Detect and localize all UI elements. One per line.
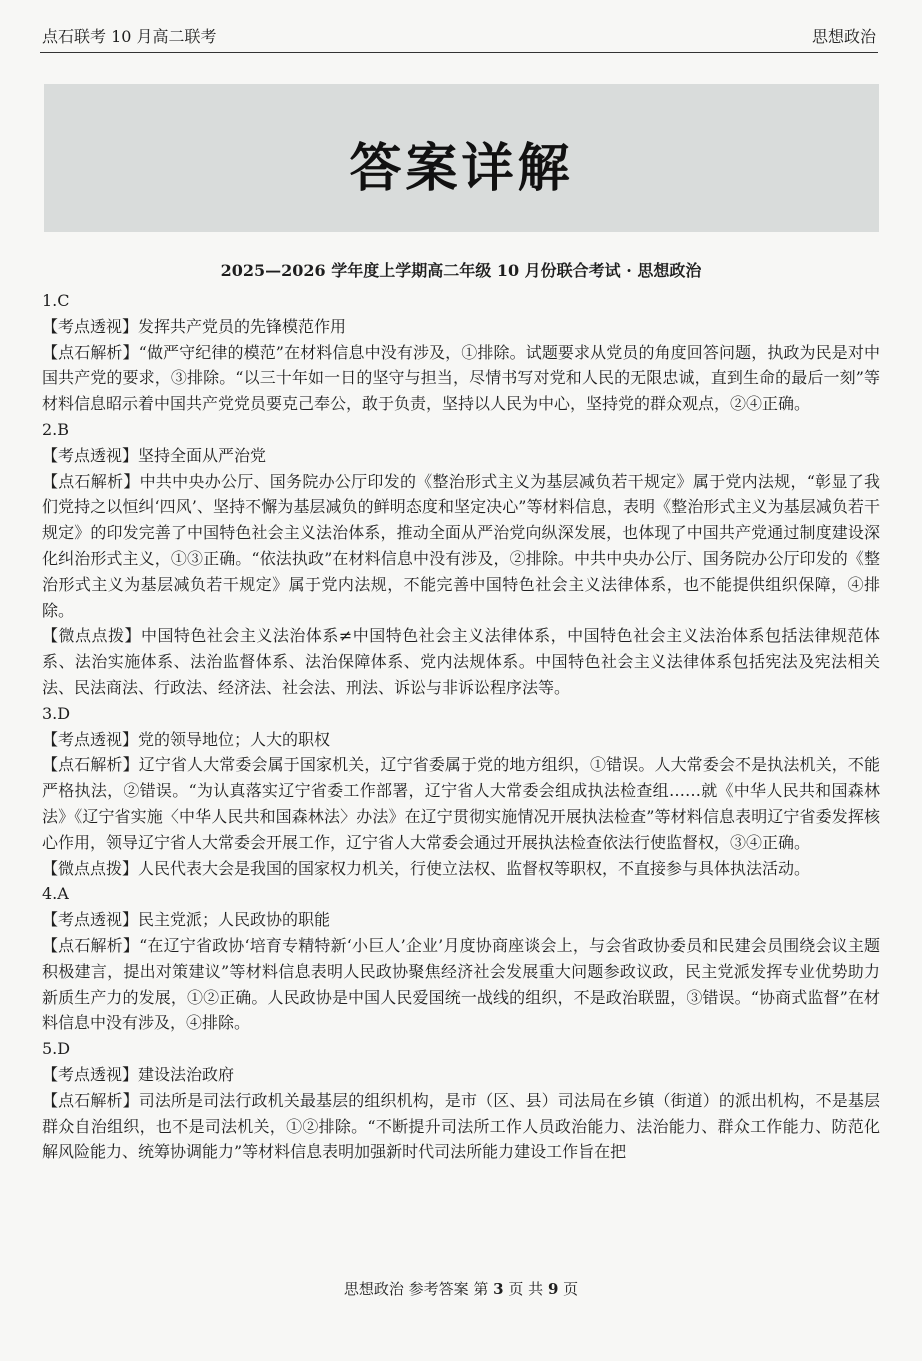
weidian-paragraph [42,623,880,700]
jiexi-paragraph [42,933,880,1036]
page-header [40,22,878,53]
jiexi-tag: 【点石解析】 [42,471,140,491]
question-number: 1.C [42,291,70,310]
jiexi-paragraph [42,1088,880,1165]
page-footer [0,1278,922,1299]
jiexi-paragraph [42,752,880,855]
kaodian-text: 建设法治政府 [138,1064,235,1084]
jiexi-tag: 【点石解析】 [42,342,139,362]
weidian-paragraph [42,856,880,882]
question-number: 2.B [42,419,70,439]
kaodian-tag: 【考点透视】 [42,1064,139,1084]
kaodian-text: 党的领导地位；人大的职权 [138,729,331,749]
kaodian-paragraph [42,1062,880,1088]
question-block [42,1036,880,1165]
footer-mid: 页 共 [508,1280,544,1298]
jiexi-tag: 【点石解析】 [42,755,139,775]
header-exam-name: 点石联考 10 月高二联考 [42,27,217,46]
jiexi-text: “做严守纪律的模范”在材料信息中没有涉及，①排除。试题要求从党员的角度回答问题，执政为民是对中国共产党的要求，③排除。“以三十年如一日的坚守与担当，尽情书写对党和人民的无限忠诚，直到生命的最后一刻”等材料信息昭示着中国共产党党员要克己奉公，敢于负责，坚持以人民为中心，坚持党的群众观点，②④正确。 [42,342,880,414]
jiexi-paragraph [42,469,880,624]
kaodian-paragraph [42,443,880,469]
exam-subtitle: 2025—2026 学年度上学期高二年级 10 月份联合考试 · 思想政治 [220,261,702,280]
kaodian-text: 坚持全面从严治党 [138,445,267,465]
kaodian-tag: 【考点透视】 [42,316,139,336]
banner-title: 答案详解 [349,138,574,199]
jiexi-tag: 【点石解析】 [42,1090,139,1110]
kaodian-tag: 【考点透视】 [42,910,139,930]
kaodian-tag: 【考点透视】 [42,729,139,749]
jiexi-paragraph [42,340,880,417]
weidian-tag: 【微点点拨】 [42,626,141,646]
question-block [42,881,880,1036]
jiexi-text: 司法所是司法行政机关最基层的组织机构，是市（区、县）司法局在乡镇（街道）的派出机构，不是基层群众自治组织，也不是司法机关，①②排除。“不断提升司法所工作人员政治能力、法治能力、群众工作能力、防范化解风险能力、统筹协调能力”等材料信息表明加强新时代司法所能力建设工作旨在把 [42,1090,880,1162]
question-number: 3.D [42,703,71,723]
title-banner [44,84,879,232]
header-subject: 思想政治 [811,27,876,46]
question-block [42,701,880,882]
footer-text: 思想政治 参考答案 第 [343,1280,489,1298]
answer-content [42,288,880,1165]
question-number: 5.D [42,1039,71,1059]
jiexi-tag: 【点石解析】 [42,935,140,955]
weidian-text: 人民代表大会是我国的国家权力机关，行使立法权、监督权等职权，不直接参与具体执法活动。 [138,858,811,878]
question-block [42,288,880,417]
kaodian-text: 发挥共产党员的先锋模范作用 [138,316,347,336]
footer-end: 页 [563,1280,579,1298]
weidian-tag: 【微点点拨】 [42,858,139,878]
kaodian-paragraph [42,727,880,753]
kaodian-paragraph [42,314,880,340]
jiexi-text: 中共中央办公厅、国务院办公厅印发的《整治形式主义为基层减负若干规定》属于党内法规，“彰显了我们党持之以恒纠‘四风’、坚持不懈为基层减负的鲜明态度和坚定决心”等材料信息，表明《整治形式主义为基层减负若干规定》的印发完善了中国特色社会主义法治体系，推动全面从严治党向纵深发展，也体现了中国共产党通过制度建设深化纠治形式主义，①③正确。“依法执政”在材料信息中没有涉及，②排除。中共中央办公厅、国务院办公厅印发的《整治形式主义为基层减负若干规定》属于党内法规，不能完善中国特色社会主义法律体系，也不能提供组织保障，④排除。 [42,471,880,620]
footer-page-number: 3 [493,1280,504,1298]
question-block [42,417,880,701]
kaodian-tag: 【考点透视】 [42,445,139,465]
jiexi-text: “在辽宁省政协‘培育专精特新‘小巨人’企业’月度协商座谈会上，与会省政协委员和民建会员围绕会议主题积极建言，提出对策建议”等材料信息表明人民政协聚焦经济社会发展重大问题参政议政，民主党派发挥专业优势助力新质生产力的发展，①②正确。人民政协是中国人民爱国统一战线的组织，不是政治联盟，③错误。“协商式监督”在材料信息中没有涉及，④排除。 [42,935,880,1033]
kaodian-text: 民主党派；人民政协的职能 [138,910,331,930]
jiexi-text: 辽宁省人大常委会属于国家机关，辽宁省委属于党的地方组织，①错误。人大常委会不是执法机关，不能严格执法，②错误。“为认真落实辽宁省委工作部署，辽宁省人大常委会组成执法检查组……就《中华人民共和国森林法》《辽宁省实施〈中华人民共和国森林法〉办法》在辽宁贯彻实施情况开展执法检查”等材料信息表明辽宁省委发挥核心作用，领导辽宁省人大常委会开展工作，辽宁省人大常委会通过开展执法检查依法行使监督权，③④正确。 [42,755,880,852]
weidian-text: 中国特色社会主义法治体系≠中国特色社会主义法律体系，中国特色社会主义法治体系包括法律规范体系、法治实施体系、法治监督体系、法治保障体系、党内法规体系。中国特色社会主义法律体系包括宪法及宪法相关法、民法商法、行政法、经济法、社会法、刑法、诉讼与非诉讼程序法等。 [42,626,880,697]
footer-total-pages: 9 [547,1280,559,1298]
question-number: 4.A [42,884,69,904]
kaodian-paragraph [42,907,880,933]
